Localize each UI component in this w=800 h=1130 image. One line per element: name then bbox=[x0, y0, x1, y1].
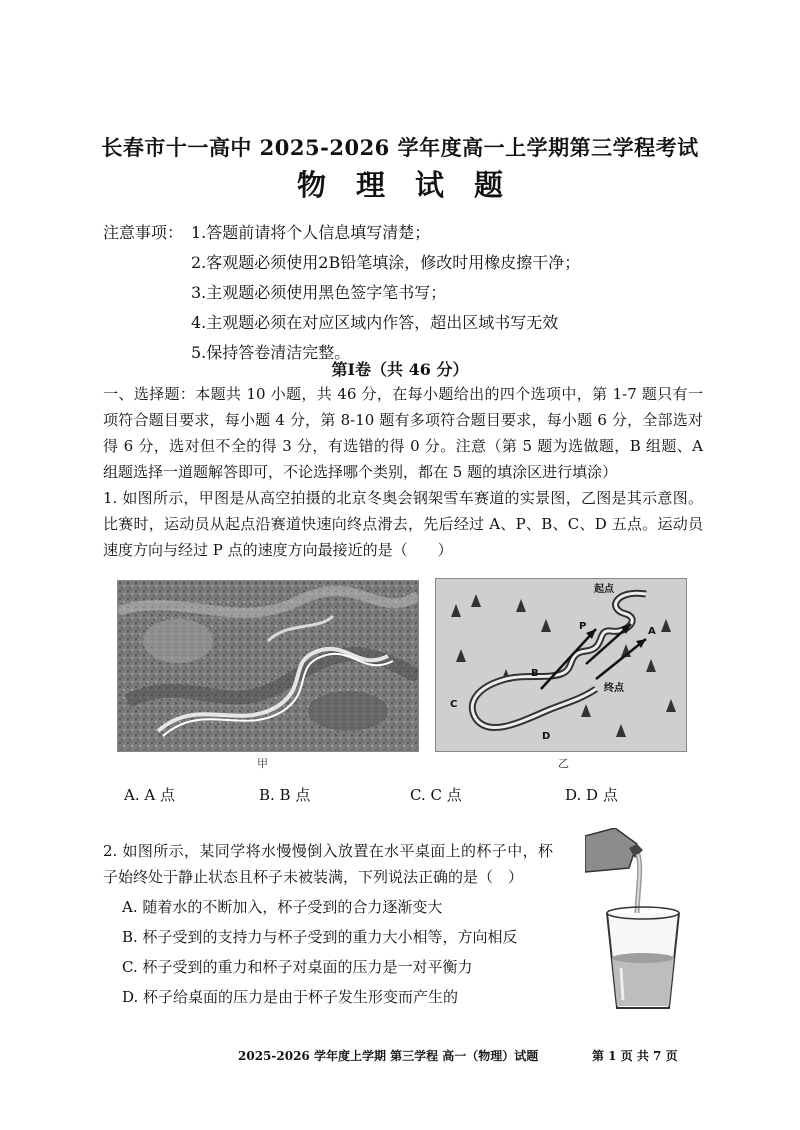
question-1-stem: 1. 如图所示，甲图是从高空拍摄的北京冬奥会钢架雪车赛道的实景图，乙图是其示意图。比赛时，运动员从起点沿赛道快速向终点滑去，先后经过 A、P、B、C、D 五点。运动员速度方向与经过 P 点的速度方向最接近的是（ ） bbox=[103, 489, 703, 559]
q1-option-d[interactable]: D. D 点 bbox=[565, 786, 618, 804]
notice-item: 1.答题前请将个人信息填写清楚； bbox=[191, 223, 431, 242]
diagram-label-B: B bbox=[531, 668, 539, 679]
exam-title: 长春市十一高中 2025-2026 学年度高一上学期第三学程考试 bbox=[101, 135, 699, 160]
q1-option-b[interactable]: B. B 点 bbox=[259, 786, 311, 804]
section-heading: 第Ⅰ卷（共 46 分） bbox=[331, 360, 469, 379]
notice-item: 4.主观题必须在对应区域内作答，超出区域书写无效 bbox=[191, 313, 559, 332]
track-photo-figure bbox=[117, 580, 419, 752]
q1-option-c[interactable]: C. C 点 bbox=[410, 786, 462, 804]
notice-item: 3.主观题必须使用黑色签字笔书写； bbox=[191, 283, 447, 302]
diagram-label-D: D bbox=[542, 731, 551, 742]
notice-item: 5.保持答卷清洁完整。 bbox=[191, 343, 351, 362]
notice-item: 2.客观题必须使用2B铅笔填涂，修改时用橡皮擦干净； bbox=[191, 253, 581, 272]
diagram-label-A: A bbox=[648, 626, 656, 637]
notice-block bbox=[103, 218, 580, 368]
track-diagram-figure bbox=[435, 578, 687, 752]
q2-options bbox=[122, 892, 518, 1012]
footer-exam-info: 2025-2026 学年度上学期 第三学程 高一（物理）试题 bbox=[238, 1049, 539, 1063]
track-diagram bbox=[436, 579, 686, 751]
q2-option-d[interactable]: D. 杯子给桌面的压力是由于杯子发生形变而产生的 bbox=[122, 988, 459, 1006]
pouring-water-illustration bbox=[585, 828, 705, 1018]
footer-page-number: 第 1 页 共 7 页 bbox=[592, 1049, 678, 1063]
figure-left-caption: 甲 bbox=[257, 757, 268, 770]
q1-option-a[interactable]: A. A 点 bbox=[124, 786, 175, 804]
q2-option-c[interactable]: C. 杯子受到的重力和杯子对桌面的压力是一对平衡力 bbox=[122, 958, 473, 976]
diagram-label-start: 起点 bbox=[594, 584, 614, 595]
q2-option-b[interactable]: B. 杯子受到的支持力与杯子受到的重力大小相等，方向相反 bbox=[122, 928, 518, 946]
diagram-label-P: P bbox=[579, 621, 587, 632]
section-instructions: 一、选择题：本题共 10 小题，共 46 分，在每小题给出的四个选项中，第 1-7 题只有一项符合题目要求，每小题 4 分，第 8-10 题有多项符合题目要求，每小题 6 分，全部选对得 6 分，选对但不全的得 3 分，有选错的得 0 分。注意（第 5 题为选做题，B 组题、A 组题选择一道题解答即可，不论选择哪个类别，都在 5 题的填涂区进行填涂） bbox=[103, 385, 703, 481]
figure-right-caption: 乙 bbox=[558, 757, 569, 770]
q2-option-a[interactable]: A. 随着水的不断加入，杯子受到的合力逐渐变大 bbox=[122, 898, 443, 916]
diagram-label-C: C bbox=[450, 699, 458, 710]
track-photo-image bbox=[118, 581, 418, 751]
notice-lead: 注意事项： bbox=[103, 223, 184, 242]
question-2-stem: 2. 如图所示，某同学将水慢慢倒入放置在水平桌面上的杯子中，杯子始终处于静止状态且杯子未被装满，下列说法正确的是（ ） bbox=[103, 842, 553, 886]
subject-title: 物理试题 bbox=[296, 168, 533, 202]
diagram-label-end: 终点 bbox=[604, 683, 624, 694]
